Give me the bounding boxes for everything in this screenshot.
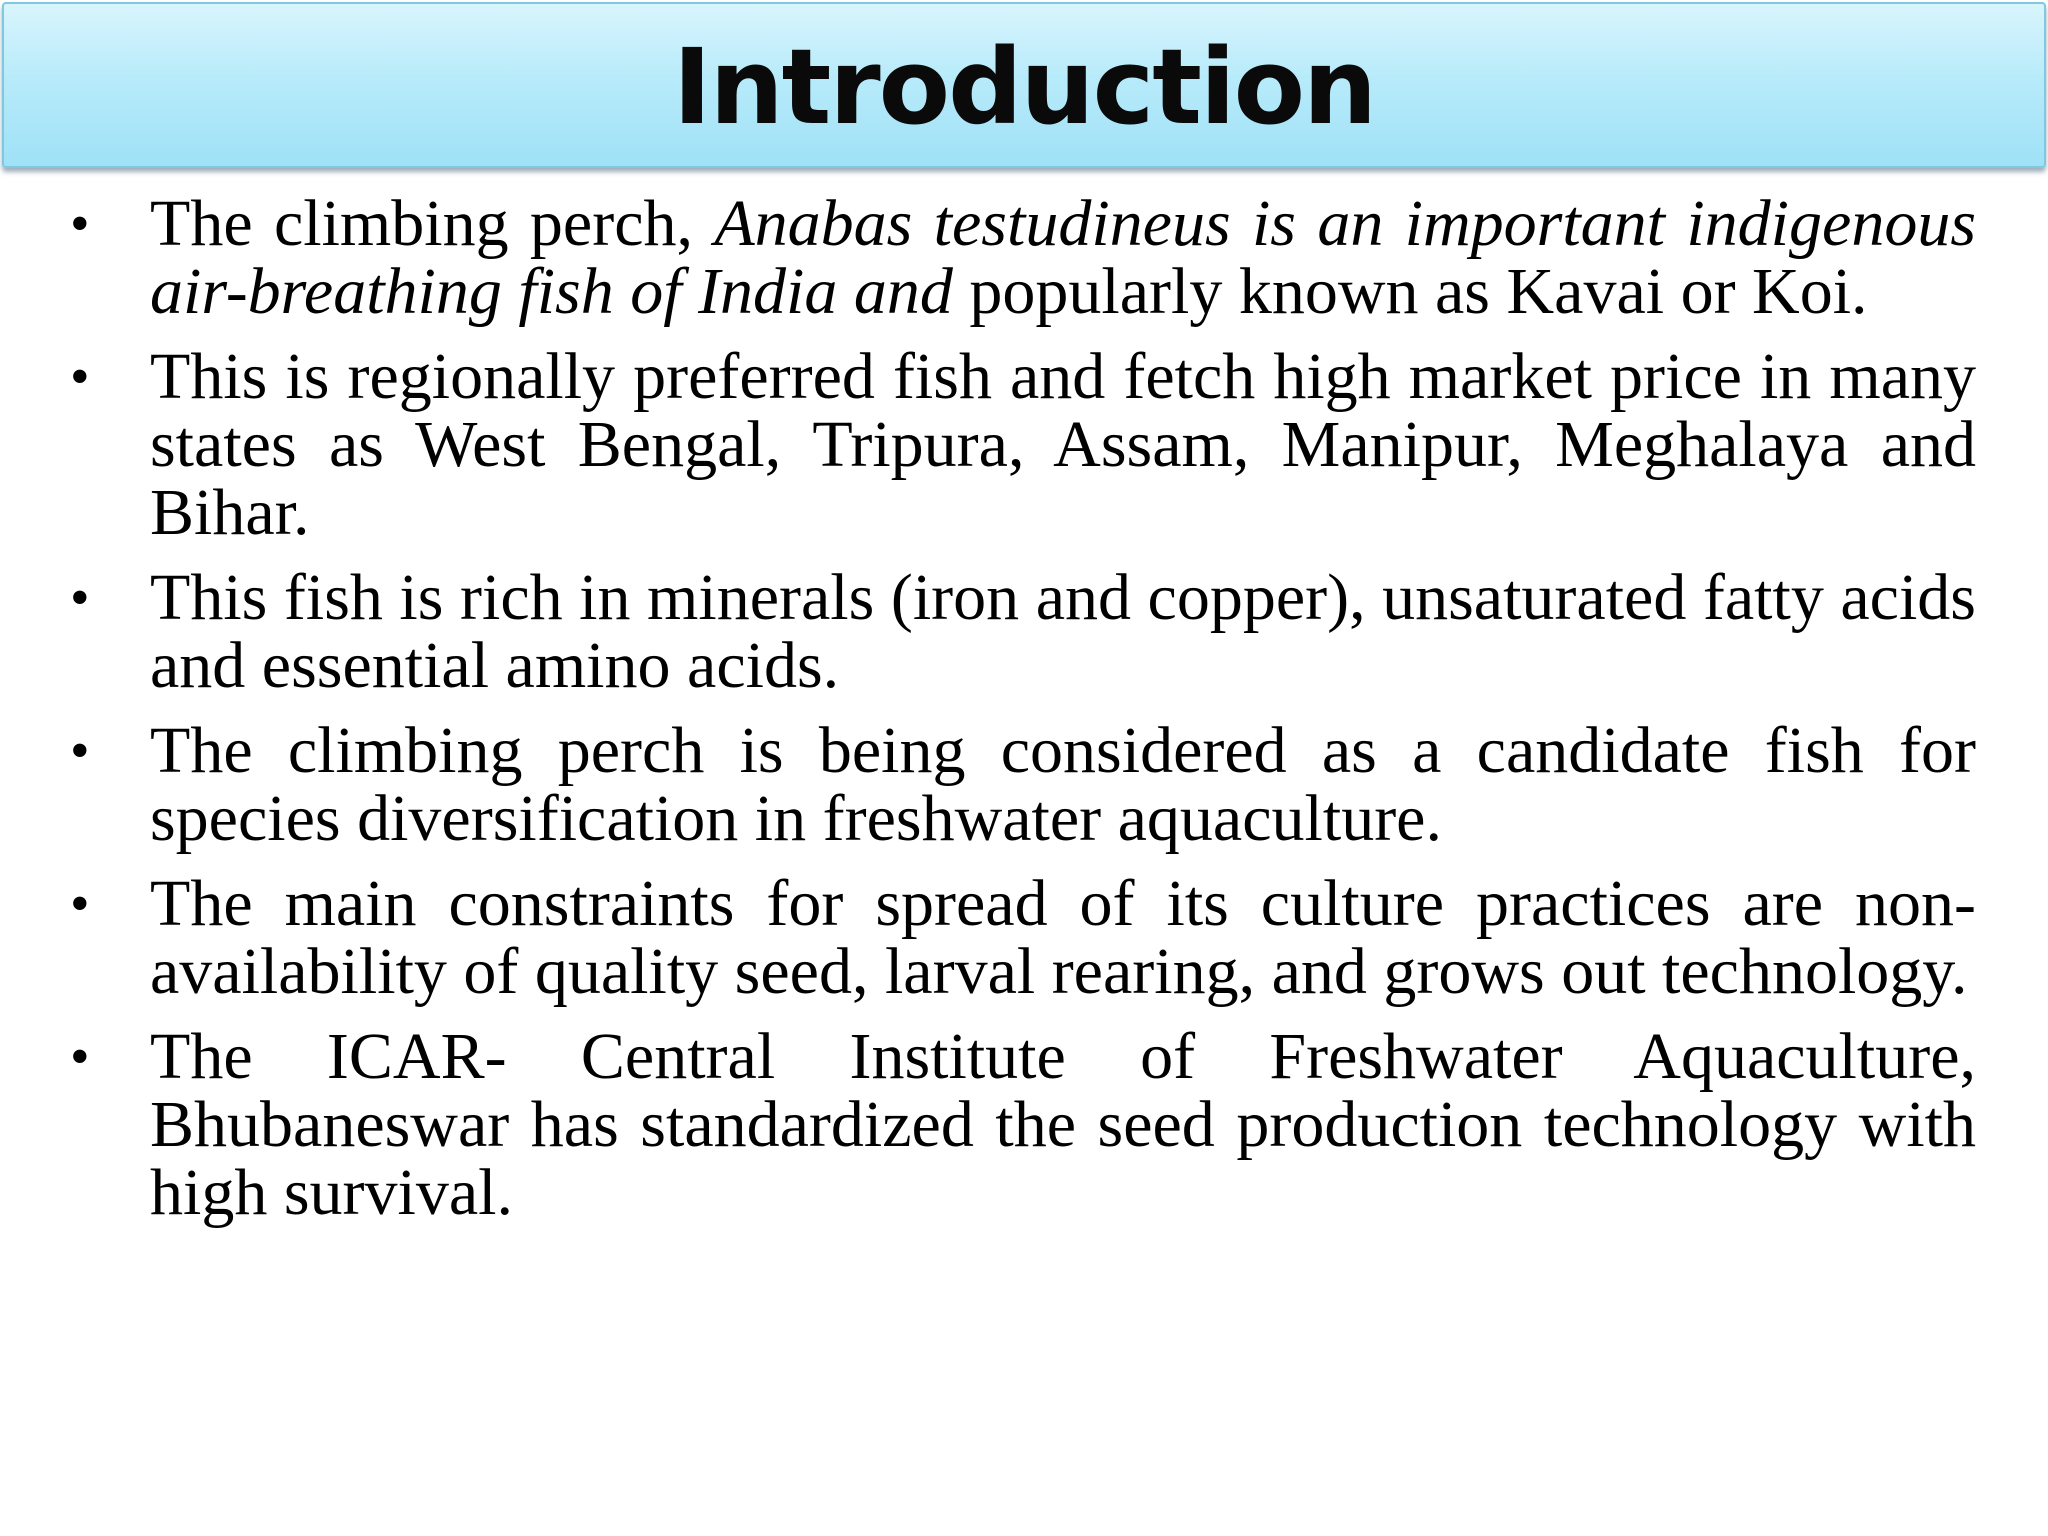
bullet-dot-icon: • <box>70 346 90 408</box>
bullet-dot-icon: • <box>70 873 90 935</box>
bullet-item <box>68 340 1976 549</box>
bullet-dot-icon: • <box>70 193 90 255</box>
bullet-text: The main constraints for spread of its culture practices are non-availability of quality seed, larval rearing, and grows out technology. <box>150 867 1976 1008</box>
bullet-dot-icon: • <box>70 567 90 629</box>
slide-title: Introduction <box>672 26 1376 148</box>
bullet-item <box>68 561 1976 702</box>
species-name-italic: Anabas testudineus is an important indigenous air-breathing fish of India and <box>150 187 1976 328</box>
bullet-list <box>68 187 1976 1244</box>
bullet-item <box>68 714 1976 855</box>
bullet-item <box>68 867 1976 1008</box>
bullet-text: This fish is rich in minerals (iron and copper), unsaturated fatty acids and essential amino acids. <box>150 561 1976 702</box>
bullet-item <box>68 1020 1976 1229</box>
bullet-text: The ICAR- Central Institute of Freshwater Aquaculture, Bhubaneswar has standardized the seed production technology with high survival. <box>150 1020 1976 1229</box>
title-banner <box>2 2 2046 168</box>
bullet-text: The climbing perch is being considered as a candidate fish for species diversification in freshwater aquaculture. <box>150 714 1976 855</box>
bullet-dot-icon: • <box>70 720 90 782</box>
bullet-text: This is regionally preferred fish and fetch high market price in many states as West Bengal, Tripura, Assam, Manipur, Meghalaya and Bihar. <box>150 340 1976 549</box>
bullet-text: The climbing perch, Anabas testudineus is an important indigenous air-breathing fish of India and popularly known as Kavai or Koi. <box>150 187 1976 328</box>
bullet-item <box>68 187 1976 328</box>
bullet-dot-icon: • <box>70 1026 90 1088</box>
